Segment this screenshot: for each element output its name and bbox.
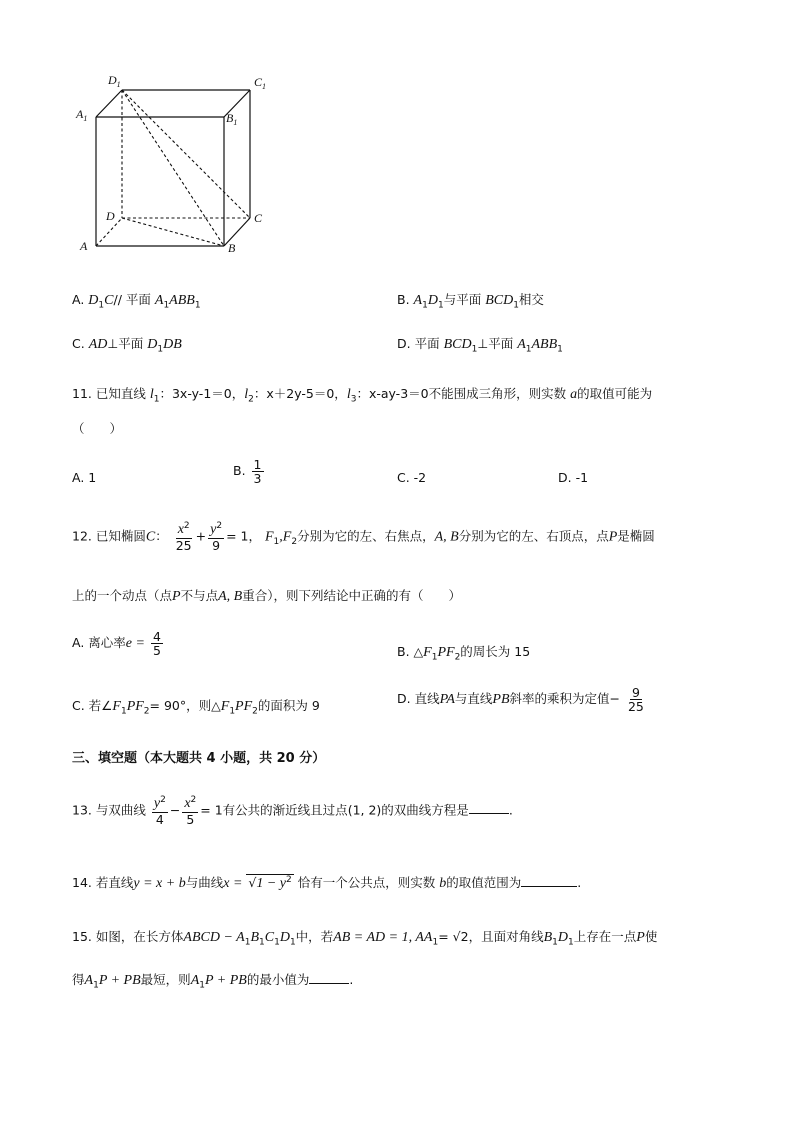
q12-option-d[interactable]: D. 直线PA与直线PB斜率的乘积为定值− $\frac{9}{25}$ (397, 685, 644, 715)
q11-number: 11. (72, 386, 92, 401)
option-c-text: ⊥平面 (107, 336, 148, 351)
label-b: B (228, 241, 236, 255)
option-a-expr: D (88, 293, 99, 308)
q14: 14. 若直线y = x + b与曲线$x = √1 - y^2$ 恰有一个公共点，则实数 b的取值范围为 . (72, 874, 582, 891)
q12-option-a[interactable]: A. 离心率e = $\frac{4}{5}$ (72, 629, 161, 659)
q13: 13. 与双曲线 $\frac{y^2}{4}$ − $\frac{x^2}{5}$ = 1有公共的渐近线且过点(1, 2)的双曲线方程是 . (72, 795, 513, 827)
option-d-text2: ⊥平面 (477, 336, 518, 351)
option-b-text2: 相交 (518, 292, 544, 307)
q11-option-d[interactable]: D. -1 (558, 470, 589, 485)
option-d-prefix: D. (397, 336, 411, 351)
option-d-plane2: A (517, 337, 526, 352)
q12-option-b[interactable]: B. $\triangle F_1PF_2$的周长为 15 (397, 644, 531, 663)
option-b-prefix: B. (397, 292, 410, 307)
option-d-plane2-tail: ABB (531, 337, 558, 352)
option-b-plane: BCD (485, 293, 514, 308)
q15: 15. 如图，在长方体ABCD − $A_1B_1C_1D_1$中，若AB = AD = 1, $AA_1= √2$，且面对角线$B_1D_1$上存在一点P使 (72, 929, 658, 948)
option-d-text: 平面 (414, 336, 444, 351)
label-d1: $D_1$ (108, 73, 121, 89)
q12-stem: 12. 已知椭圆C： $\frac{x^2}{25}$ + $\frac{y^2}{9}$ = 1， $F_1,F_2$分别为它的左、右焦点，A, B分别为它的左、右顶点，点P是椭圆 (72, 521, 655, 553)
q10-option-c[interactable]: C. AD⊥平面 $D_1DB$ (72, 336, 182, 355)
option-c-expr: AD (88, 337, 108, 352)
cuboid-figure (60, 60, 300, 260)
q11-paren: （ ） (72, 421, 123, 436)
q15-line2: 得$A_1P$ + PB最短，则$A_1P$ + PB的最小值为 . (72, 972, 354, 991)
option-a-prefix: A. (72, 292, 85, 307)
q11-option-b[interactable]: B. $\frac{1}{3}$ (233, 457, 262, 487)
option-b-text: 与平面 (443, 292, 486, 307)
option-b-expr: A (413, 293, 423, 308)
option-c-plane: D (147, 337, 158, 352)
q12-number: 12. (72, 528, 92, 544)
label-a: A (80, 239, 88, 253)
label-c1: $C_1$ (254, 75, 267, 91)
option-d-plane: BCD (443, 337, 472, 352)
option-c-plane-tail: DB (163, 337, 182, 352)
q10-option-b[interactable]: B. $A_1D_1$与平面 $BCD_1$相交 (397, 292, 544, 311)
q11-stem: 11. 已知直线 $l_1$：3x-y-1＝0，$l_2$：x＋2y-5＝0，$l_3$：x-ay-3＝0不能围成三角形，则实数 a的取值可能为 (72, 386, 653, 405)
label-c: C (254, 211, 263, 225)
section-title: 三、填空题（本大题共 4 小题，共 20 分） (72, 751, 326, 766)
answer-blank[interactable] (521, 875, 577, 887)
label-b1: $B_1$ (226, 111, 238, 127)
q12-stem-line2: 上的一个动点（点P不与点A, B重合），则下列结论中正确的有（ ） (72, 588, 461, 604)
q11-option-c[interactable]: C. -2 (397, 470, 427, 485)
answer-blank[interactable] (469, 802, 509, 814)
label-d: D (106, 209, 115, 223)
q10-option-d[interactable]: D. 平面 $BCD_1\perp$平面 $A_1ABB_1$ (397, 336, 563, 355)
q11-option-a[interactable]: A. 1 (72, 470, 97, 485)
option-b-mid: D (427, 293, 438, 308)
fraction-one-third: $\frac{1}{3}$ (253, 457, 262, 487)
q10-option-a[interactable]: A. $D_1C//$ 平面 $A_1ABB_1$ (72, 292, 201, 311)
q12-option-c[interactable]: C. 若$\angle F_1PF_2= 90^\circ$，则$\triangle F_1PF_2$的面积为 9 (72, 698, 320, 717)
answer-blank[interactable] (309, 972, 349, 984)
option-a-plane: A (154, 293, 164, 308)
option-c-prefix: C. (72, 336, 85, 351)
label-a1: $A_1$ (76, 107, 88, 123)
